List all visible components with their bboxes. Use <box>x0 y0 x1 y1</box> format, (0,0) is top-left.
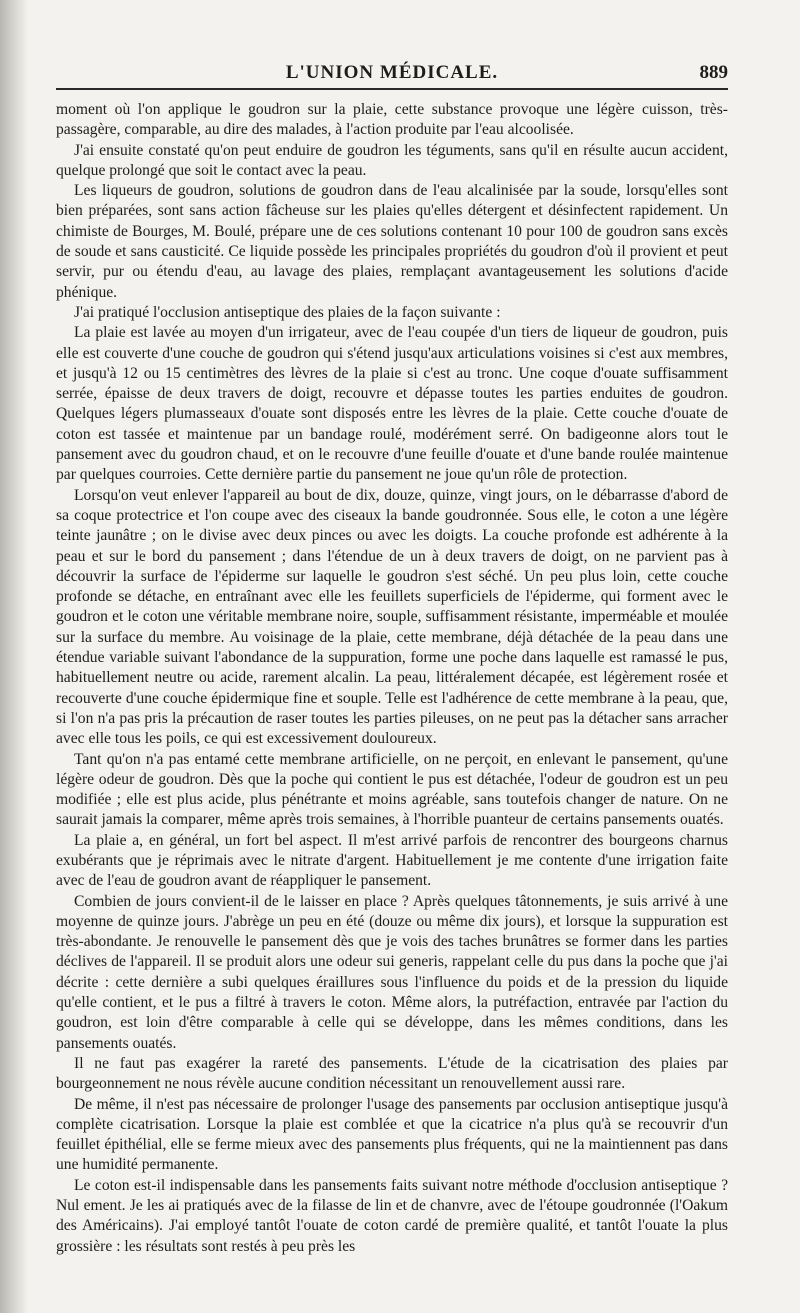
paragraph: Le coton est-il indispensable dans les pansements faits suivant notre méthode d'occlusion antiseptique ? Nul ement. Je les ai pratiqués avec de la filasse de lin et de chanvre, avec de l'étoupe goudronnée (l'Oakum des Américains). J'ai employé tantôt l'ouate de coton cardé de première qualité, et tantôt l'ouate la plus grossière : les résultats sont restés à peu près les <box>56 1176 728 1255</box>
paragraph: J'ai ensuite constaté qu'on peut enduire de goudron les téguments, sans qu'il en résulte aucun accident, quelque prolongé que soit le contact avec la peau. <box>56 141 728 179</box>
paragraph: moment où l'on applique le goudron sur la plaie, cette substance provoque une légère cuisson, très-passagère, comparable, au dire des malades, à l'action produite par l'eau alcoolisée. <box>56 101 728 139</box>
paragraph: La plaie a, en général, un fort bel aspect. Il m'est arrivé parfois de rencontrer des bourgeons charnus exubérants que je réprimais avec le nitrate d'argent. Habituellement je me contente d'une irrigation faite avec de l'eau de goudron avant de réappliquer le pansement. <box>56 831 728 890</box>
paragraph: Tant qu'on n'a pas entamé cette membrane artificielle, on ne perçoit, en enlevant le pansement, qu'une légère odeur de goudron. Dès que la poche qui contient le pus est détachée, l'odeur de goudron est un peu modifiée ; elle est plus acide, plus pénétrante et moins agréable, sans toutefois changer de nature. On ne saurait jamais la comparer, même après trois semaines, à l'horrible puanteur de certains pansements ouatés. <box>56 750 728 829</box>
paragraph: Lorsqu'on veut enlever l'appareil au bout de dix, douze, quinze, vingt jours, on le débarrasse d'abord de sa coque protectrice et l'on coupe avec des ciseaux la bande goudronnée. Sous elle, le coton a une légère teinte jaunâtre ; on le divise avec deux pinces ou avec les doigts. La couche profonde est adhérente à la peau et sur le bord du pansement ; dans l'étendue de un à deux travers de doigt, on ne parvient pas à découvrir la surface de l'épiderme sur laquelle le goudron s'est séché. Un peu plus loin, cette couche profonde se détache, en entraînant avec elle les feuillets superficiels de l'épiderme, qui forment avec le goudron et le coton une véritable membrane noire, souple, suffisamment résistante, imperméable et moulée sur la surface du membre. Au voisinage de la plaie, cette membrane, déjà détachée de la peau dans une étendue variable suivant l'abondance de la suppuration, forme une poche dans laquelle est ramassé le pus, habituellement neutre ou acide, rarement alcalin. La peau, littéralement décapée, est légèrement rosée et recouverte d'une couche épidermique fine et souple. Telle est l'adhérence de cette membrane à la peau, que, si l'on n'a pas pris la précaution de raser toutes les parties pileuses, on ne peut pas la détacher sans arracher avec elle tous les poils, ce qui est excessivement douloureux. <box>56 486 728 748</box>
running-header <box>56 60 728 90</box>
paragraph: La plaie est lavée au moyen d'un irrigateur, avec de l'eau coupée d'un tiers de liqueur de goudron, puis elle est couverte d'une couche de goudron qui s'étend jusqu'aux articulations voisines si c'est aux membres, et jusqu'à 12 ou 15 centimètres des lèvres de la plaie si c'est au tronc. Une coque d'ouate suffisamment serrée, épaisse de deux travers de doigt, recouvre et dépasse toutes les parties enduites de goudron. Quelques légers plumasseaux d'ouate sont disposés entre les lèvres de la plaie. Cette couche d'ouate de coton est tassée et maintenue par un bandage roulé, modérément serré. On badigeonne alors tout le pansement avec du goudron chaud, et on le recouvre d'une feuille d'ouate et d'une bande roulée maintenue par quelques courroies. Cette dernière partie du pansement ne joue qu'un rôle de protection. <box>56 324 728 484</box>
journal-title: L'UNION MÉDICALE. <box>285 62 499 83</box>
paragraph: Combien de jours convient-il de le laisser en place ? Après quelques tâtonnements, je suis arrivé à une moyenne de quinze jours. J'abrège un peu en été (douze ou même dix jours), et lorsque la suppuration est très-abondante. Je renouvelle le pansement dès que je vois des taches brunâtres se former dans les parties déclives de l'appareil. Il se produit alors une odeur sui generis, rappelant celle du pus dans la poche que j'ai décrite : cette dernière a subi quelques éraillures sous l'influence du poids et de la pression du liquide qu'elle contient, et le pus a filtré à travers le coton. Même alors, la putréfaction, entravée par l'action du goudron, est loin d'être comparable à celle qui se développe, dans les mêmes conditions, dans les pansements ouatés. <box>56 892 728 1052</box>
paragraph: Il ne faut pas exagérer la rareté des pansements. L'étude de la cicatrisation des plaies par bourgeonnement ne nous révèle aucune condition nécessitant un renouvellement aussi rare. <box>56 1054 728 1093</box>
page-number: 889 <box>699 62 728 83</box>
paragraph: Les liqueurs de goudron, solutions de goudron dans de l'eau alcalinisée par la soude, lorsqu'elles sont bien préparées, sont sans action fâcheuse sur les plaies qu'elles détergent et désinfectent rapidement. Un chimiste de Bourges, M. Boulé, prépare une de ces solutions contenant 10 pour 100 de goudron sans excès de soude et sans causticité. Ce liquide possède les principales propriétés du goudron d'où il provient et peut servir, pur ou étendu d'eau, au lavage des plaies, remplaçant avantageusement les solutions d'acide phénique. <box>56 182 728 301</box>
paragraph: De même, il n'est pas nécessaire de prolonger l'usage des pansements par occlusion antiseptique jusqu'à complète cicatrisation. Lorsque la plaie est comblée et que la cicatrice n'a plus qu'à se recouvrir d'un feuillet épithélial, elle se ferme mieux avec des pansements plus fréquents, qui ne la maintiennent pas dans une humidité permanente. <box>56 1095 728 1174</box>
article-body <box>56 100 728 1257</box>
binding-shadow <box>0 0 28 1313</box>
paragraph: J'ai pratiqué l'occlusion antiseptique des plaies de la façon suivante : <box>74 303 501 321</box>
